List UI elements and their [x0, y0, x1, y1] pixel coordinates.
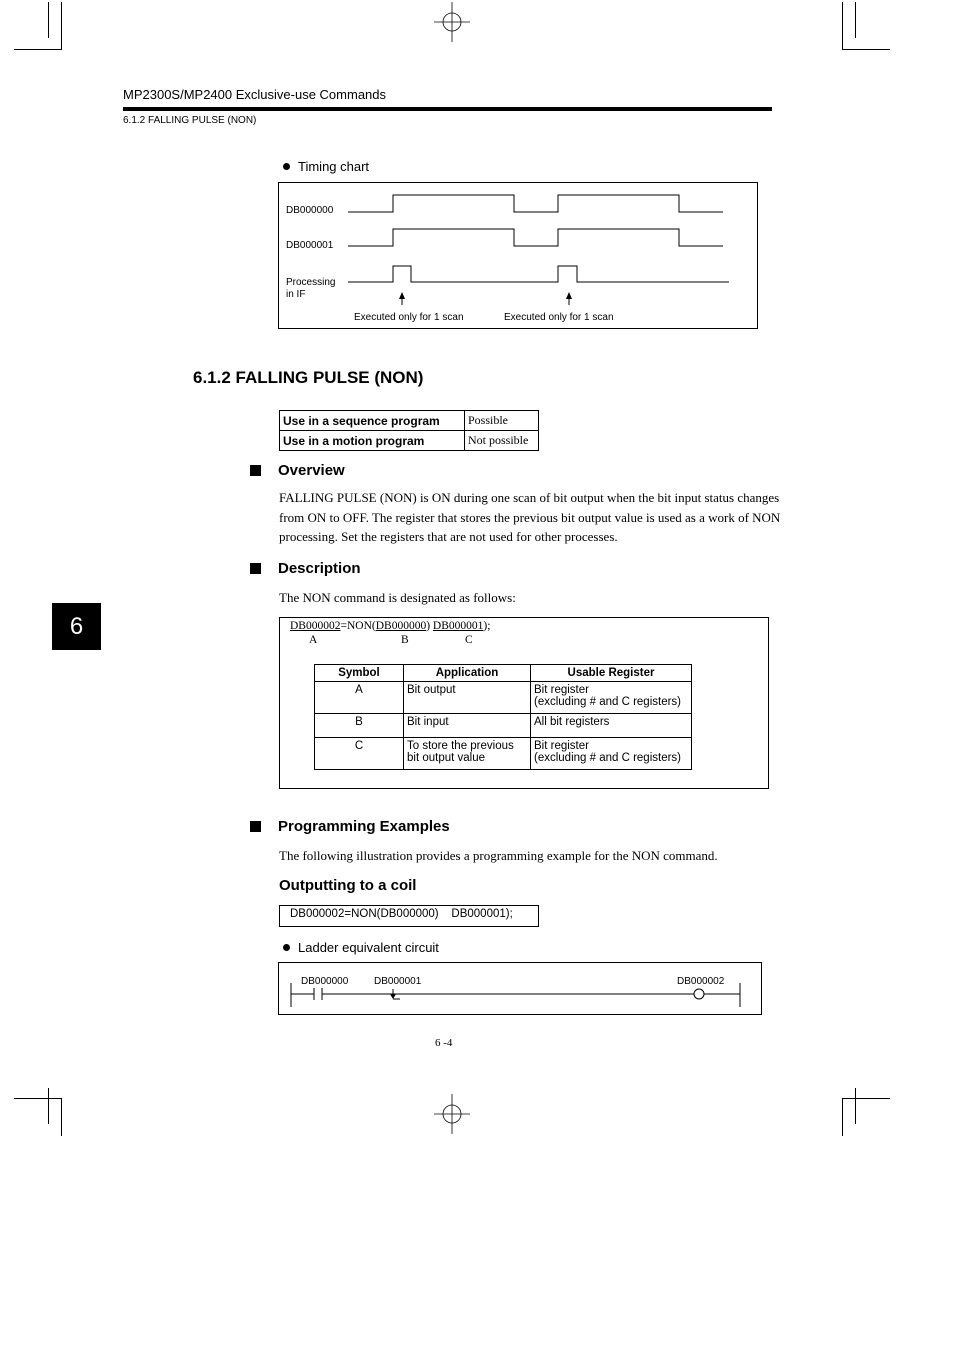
table-row	[280, 431, 539, 451]
programming-text: The following illustration provides a programming example for the NON command.	[279, 848, 718, 863]
crop-mark	[842, 1098, 843, 1136]
table-header-row	[315, 665, 692, 682]
column-header: Usable Register	[531, 665, 692, 682]
waveform-processing	[348, 266, 729, 282]
crop-mark	[842, 2, 843, 50]
ladder-box	[278, 962, 762, 1015]
registration-mark	[432, 2, 472, 42]
application-cell: To store the previous bit output value	[404, 738, 531, 770]
contact-label: DB000000	[301, 976, 349, 987]
signal-label: DB000001	[286, 240, 334, 251]
scan-annotation: Executed only for 1 scan	[504, 312, 614, 323]
table-row	[315, 714, 692, 738]
crop-mark	[855, 2, 856, 38]
column-header: Application	[404, 665, 531, 682]
usage-table	[279, 410, 539, 451]
page-number: 6 -4	[435, 1037, 453, 1049]
signal-label: DB000000	[286, 205, 334, 216]
coil-icon	[694, 989, 704, 999]
crop-mark	[61, 1098, 62, 1136]
usage-value: Not possible	[465, 431, 539, 451]
table-row	[315, 738, 692, 770]
column-header: Symbol	[315, 665, 404, 682]
processing-label: in IF	[286, 289, 306, 300]
waveform-db000001	[348, 229, 723, 246]
bullet-icon	[283, 944, 290, 951]
application-cell: Bit output	[404, 682, 531, 714]
register-cell: All bit registers	[531, 714, 692, 738]
header-rule	[123, 107, 772, 111]
application-cell: Bit input	[404, 714, 531, 738]
contact-label: DB000001	[374, 976, 422, 987]
waveform-db000000	[348, 195, 723, 212]
overview-paragraph: FALLING PULSE (NON) is ON during one scan of bit output when the bit input status changes from ON to OFF. The register that stores the previous bit output value is used as a work of NON processing. Set the registers that are not used for other processes.	[279, 490, 781, 544]
crop-mark	[48, 2, 49, 38]
symbol-cell: A	[315, 682, 404, 714]
table-row	[315, 682, 692, 714]
overview-heading: Overview	[250, 462, 345, 479]
coil-subheading: Outputting to a coil	[279, 877, 417, 894]
crop-mark	[842, 1098, 890, 1099]
register-cell: Bit register (excluding # and C registers)	[531, 738, 692, 770]
register-cell: Bit register (excluding # and C registers)	[531, 682, 692, 714]
crop-mark	[48, 1088, 49, 1124]
running-header: MP2300S/MP2400 Exclusive-use Commands	[123, 87, 387, 102]
symbol-cell: C	[315, 738, 404, 770]
chapter-tab: 6	[52, 603, 101, 650]
crop-mark	[855, 1088, 856, 1124]
programming-heading: Programming Examples	[250, 818, 450, 835]
crop-mark	[14, 1098, 62, 1099]
timing-waveforms	[279, 183, 757, 328]
arrow-up-icon	[566, 292, 572, 299]
crop-mark	[842, 49, 890, 50]
syntax-line: DB000002=NON(DB000000) DB000001);	[290, 620, 491, 632]
code-line: DB000002=NON(DB000000) DB000001);	[290, 908, 513, 920]
syntax-label-a: A	[309, 634, 318, 646]
crop-mark	[61, 2, 62, 50]
symbol-table	[314, 664, 692, 770]
description-text: The NON command is designated as follows:	[279, 590, 516, 605]
table-row	[280, 411, 539, 431]
syntax-part-a: DB000002	[290, 620, 341, 632]
running-subheader: 6.1.2 FALLING PULSE (NON)	[123, 115, 257, 126]
square-bullet-icon	[250, 465, 261, 476]
falling-edge-icon	[390, 994, 396, 999]
square-bullet-icon	[250, 821, 261, 832]
ladder-diagram	[279, 963, 761, 1014]
ladder-label: Ladder equivalent circuit	[298, 940, 439, 955]
usage-label: Use in a motion program	[280, 431, 465, 451]
syntax-label-b: B	[401, 634, 409, 646]
syntax-label-c: C	[465, 634, 473, 646]
bullet-icon	[283, 163, 290, 170]
usage-label: Use in a sequence program	[280, 411, 465, 431]
crop-mark	[14, 49, 62, 50]
timing-chart-label: Timing chart	[298, 159, 370, 174]
timing-chart-box	[278, 182, 758, 329]
registration-mark	[432, 1094, 472, 1134]
usage-value: Possible	[465, 411, 539, 431]
processing-label: Processing	[286, 277, 336, 288]
timing-chart-bullet	[283, 159, 369, 174]
section-title: 6.1.2 FALLING PULSE (NON)	[193, 368, 424, 387]
scan-annotation: Executed only for 1 scan	[354, 312, 464, 323]
syntax-part-b: DB000000	[375, 620, 427, 632]
arrow-up-icon	[399, 292, 405, 299]
description-heading: Description	[250, 560, 361, 577]
coil-label: DB000002	[677, 976, 725, 987]
square-bullet-icon	[250, 563, 261, 574]
code-box	[279, 905, 539, 927]
syntax-part-c: DB000001	[432, 620, 484, 632]
ladder-bullet	[283, 940, 439, 955]
symbol-cell: B	[315, 714, 404, 738]
